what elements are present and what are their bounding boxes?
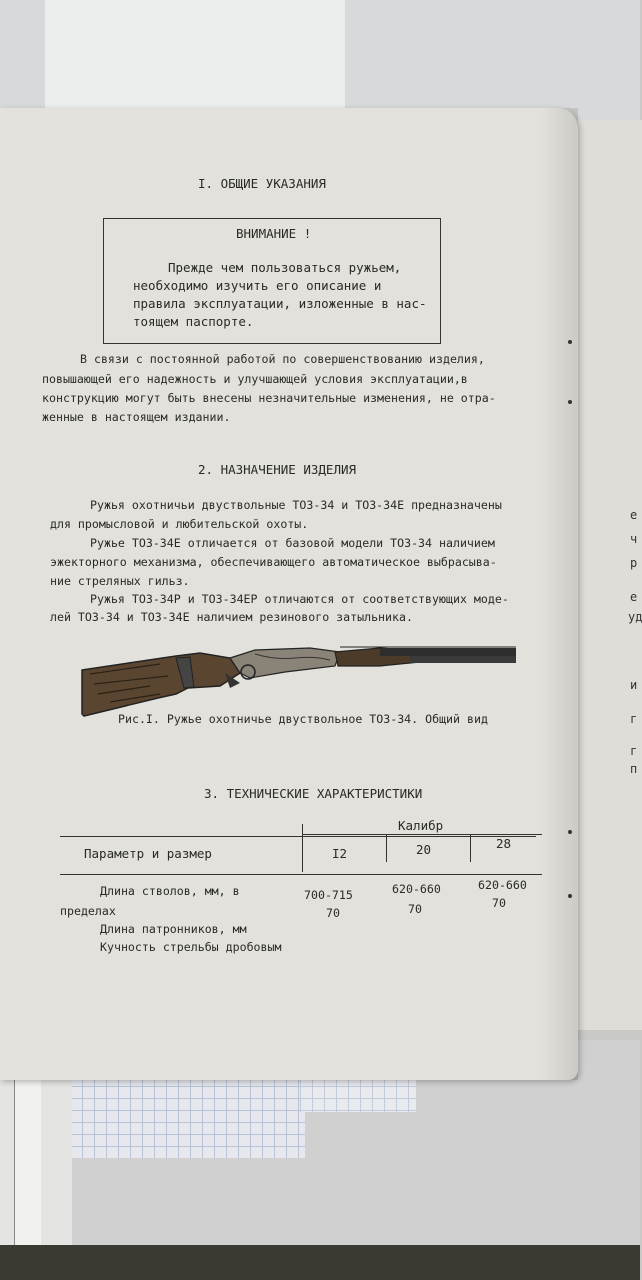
caliber-value: 20 bbox=[416, 842, 432, 857]
caliber-value: 28 bbox=[496, 836, 512, 851]
section-2-heading: 2. НАЗНАЧЕНИЕ ИЗДЕЛИЯ bbox=[198, 462, 357, 477]
right-page-glyph: ч bbox=[630, 532, 638, 546]
right-page bbox=[570, 120, 642, 1030]
table-divider bbox=[302, 824, 303, 872]
caliber-header-rule bbox=[302, 834, 542, 835]
section-3-heading: 3. ТЕХНИЧЕСКИЕ ХАРАКТЕРИСТИКИ bbox=[204, 786, 423, 801]
param-header: Параметр и размер bbox=[84, 846, 212, 861]
document-page bbox=[0, 108, 578, 1080]
purpose-line: ние стреляных гильз. bbox=[50, 574, 190, 588]
right-page-glyph: е bbox=[630, 508, 638, 522]
binding-stitch bbox=[568, 340, 572, 344]
intro-paragraph-line: женные в настоящем издании. bbox=[42, 410, 231, 424]
table-cell: 70 bbox=[492, 896, 506, 910]
right-page-glyph: г bbox=[630, 712, 638, 726]
table-cell: 620-660 bbox=[478, 878, 527, 892]
caliber-header: Калибр bbox=[398, 818, 444, 833]
purpose-line: Ружье ТОЗ-34Е отличается от базовой модели ТОЗ-34 наличием bbox=[90, 536, 495, 550]
table-row-label: Кучность стрельбы дробовым bbox=[100, 940, 282, 954]
purpose-line: лей ТОЗ-34 и ТОЗ-34Е наличием резинового затыльника. bbox=[50, 610, 413, 624]
right-page-glyph: г bbox=[630, 744, 638, 758]
table-divider bbox=[386, 834, 387, 862]
warning-line: необходимо изучить его описание и bbox=[133, 278, 382, 293]
table-header-rule bbox=[60, 874, 542, 875]
table-cell: 70 bbox=[326, 906, 340, 920]
right-page-glyph: уд bbox=[628, 610, 642, 624]
caliber-value: I2 bbox=[332, 846, 348, 861]
right-page-glyph: р bbox=[630, 556, 638, 570]
table-top-rule bbox=[60, 836, 536, 837]
right-page-glyph: и bbox=[630, 678, 638, 692]
table-cell: 70 bbox=[408, 902, 422, 916]
intro-paragraph-line: повышающей его надежность и улучшающей условия эксплуатации,в bbox=[42, 372, 468, 386]
background-paper-sheet bbox=[45, 0, 345, 108]
table-cell: 700-715 bbox=[304, 888, 353, 902]
table-row-label: пределах bbox=[60, 904, 116, 918]
binding-stitch bbox=[568, 830, 572, 834]
intro-paragraph-line: конструкцию могут быть внесены незначительные изменения, не отра- bbox=[42, 391, 496, 405]
purpose-line: Ружья охотничьи двуствольные ТОЗ-34 и ТОЗ-34Е предназначены bbox=[90, 498, 502, 512]
shotgun-illustration bbox=[80, 628, 520, 713]
table-cell: 620-660 bbox=[392, 882, 441, 896]
binding-stitch bbox=[568, 400, 572, 404]
warning-title: ВНИМАНИЕ ! bbox=[236, 226, 312, 241]
background-dark-strip bbox=[0, 1245, 640, 1280]
warning-line: тоящем паспорте. bbox=[133, 314, 254, 329]
purpose-line: для промысловой и любительской охоты. bbox=[50, 517, 309, 531]
table-row-label: Длина стволов, мм, в bbox=[100, 884, 240, 898]
warning-line: правила эксплуатации, изложенные в нас- bbox=[133, 296, 427, 311]
warning-line: Прежде чем пользоваться ружьем, bbox=[168, 260, 402, 275]
purpose-line: эжекторного механизма, обеспечивающего автоматическое выбрасыва- bbox=[50, 555, 497, 569]
right-page-glyph: п bbox=[630, 762, 638, 776]
purpose-line: Ружья ТОЗ-34Р и ТОЗ-34ЕР отличаются от соответствующих моде- bbox=[90, 592, 509, 606]
page-fold-shadow bbox=[540, 108, 578, 1080]
figure-caption: Рис.I. Ружье охотничье двуствольное ТОЗ-34. Общий вид bbox=[118, 712, 488, 726]
table-divider bbox=[470, 834, 471, 862]
intro-paragraph-line: В связи с постоянной работой по совершенствованию изделия, bbox=[80, 352, 485, 366]
right-page-glyph: е bbox=[630, 590, 638, 604]
table-row-label: Длина патронников, мм bbox=[100, 922, 247, 936]
section-1-heading: I. ОБЩИЕ УКАЗАНИЯ bbox=[198, 176, 326, 191]
binding-stitch bbox=[568, 894, 572, 898]
